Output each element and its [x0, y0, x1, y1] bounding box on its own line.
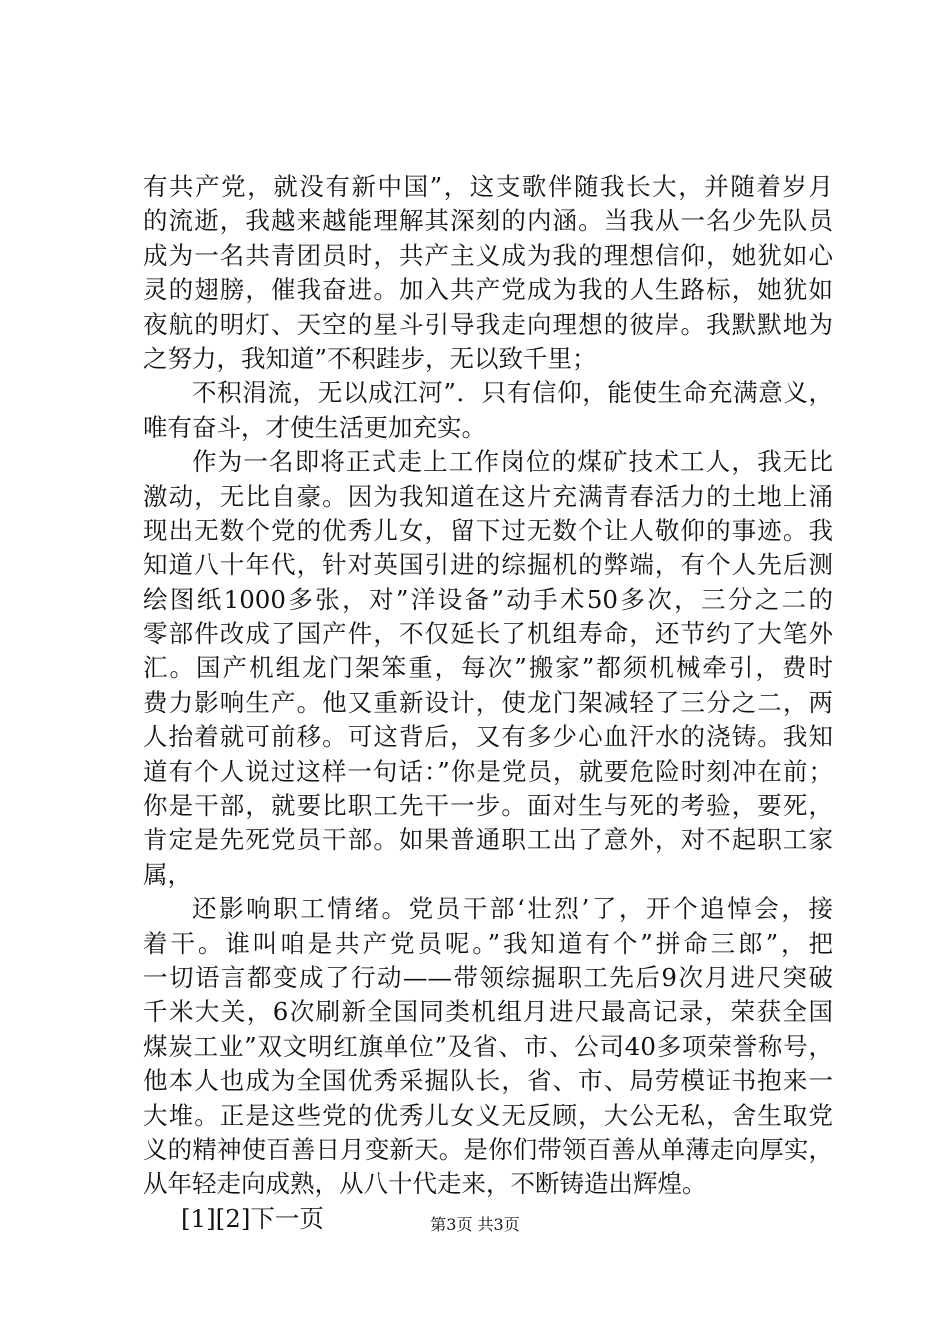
text-line: 千米大关，6次刷新全国同类机组月进尺最高记录，荣获全国: [143, 997, 833, 1027]
text-line: 从年轻走向成熟，从八十代走来，不断铸造出辉煌。: [143, 1169, 707, 1199]
text-line: 人抬着就可前移。可这背后，又有多少心血汗水的浇铸。我知: [143, 722, 833, 752]
text-line: 唯有奋斗，才使生活更加充实。: [143, 412, 486, 442]
pagination-links[interactable]: [1][2]下一页: [180, 1203, 324, 1233]
text-line: 知道八十年代，针对英国引进的综掘机的弊端，有个人先后测: [143, 550, 833, 580]
text-line: 有共产党，就没有新中国”，这支歌伴随我长大，并随着岁月: [143, 172, 833, 201]
text-line: 的流逝，我越来越能理解其深刻的内涵。当我从一名少先队员: [143, 206, 833, 236]
text-line: 一切语言都变成了行动——带领综掘职工先后9次月进尺突破: [143, 962, 833, 992]
text-line: 零部件改成了国产件，不仅延长了机组寿命，还节约了大笔外: [143, 619, 833, 649]
text-line: 着干。谁叫咱是共产党员呢。”我知道有个”拼命三郎”，把: [143, 928, 833, 958]
page-footer: 第3页 共3页: [430, 1215, 520, 1234]
text-line: 汇。国产机组龙门架笨重，每次”搬家”都须机械牵引，费时: [143, 653, 833, 683]
text-line: 之努力，我知道”不积跬步，无以致千里；: [143, 343, 597, 373]
text-line: 作为一名即将正式走上工作岗位的煤矿技术工人，我无比: [192, 447, 833, 477]
text-line: 激动，无比自豪。因为我知道在这片充满青春活力的土地上涌: [143, 481, 833, 511]
text-line: 成为一名共青团员时，共产主义成为我的理想信仰，她犹如心: [143, 240, 833, 270]
text-line: 费力影响生产。他又重新设计，使龙门架减轻了三分之二，两: [143, 687, 833, 717]
text-line: 煤炭工业”双文明红旗单位”及省、市、公司40多项荣誉称号，: [143, 1031, 833, 1061]
text-line: 他本人也成为全国优秀采掘队长，省、市、局劳模证书抱来一: [143, 1066, 833, 1096]
text-line: 现出无数个党的优秀儿女，留下过无数个让人敬仰的事迹。我: [143, 515, 833, 545]
text-line: 灵的翅膀，催我奋进。加入共产党成为我的人生路标，她犹如: [143, 275, 833, 305]
paragraph: [143, 376, 833, 445]
text-line: 夜航的明灯、天空的星斗引导我走向理想的彼岸。我默默地为: [143, 309, 833, 339]
text-line: 你是干部，就要比职工先干一步。面对生与死的考验，要死，: [143, 791, 833, 821]
text-line: 不积涓流，无以成江河”．只有信仰，能使生命充满意义，: [192, 378, 833, 408]
text-line: 大堆。正是这些党的优秀儿女义无反顾，大公无私，舍生取党: [143, 1100, 833, 1130]
paragraph: [143, 445, 833, 892]
paragraph: [143, 170, 833, 376]
text-line: 绘图纸1000多张，对”洋设备”动手术50多次，三分之二的: [143, 584, 833, 614]
document-body: [143, 170, 833, 1236]
text-line: 属，: [143, 859, 192, 889]
paragraph: [143, 892, 833, 1202]
text-line: 义的精神使百善日月变新天。是你们带领百善从单薄走向厚实，: [143, 1134, 833, 1164]
text-line: 还影响职工情绪。党员干部‘壮烈’了，开个追悼会，接: [192, 894, 833, 924]
text-line: 肯定是先死党员干部。如果普通职工出了意外，对不起职工家: [143, 825, 833, 855]
text-line: 道有个人说过这样一句话：”你是党员，就要危险时刻冲在前；: [143, 756, 833, 786]
paragraph-container: [143, 170, 833, 1202]
